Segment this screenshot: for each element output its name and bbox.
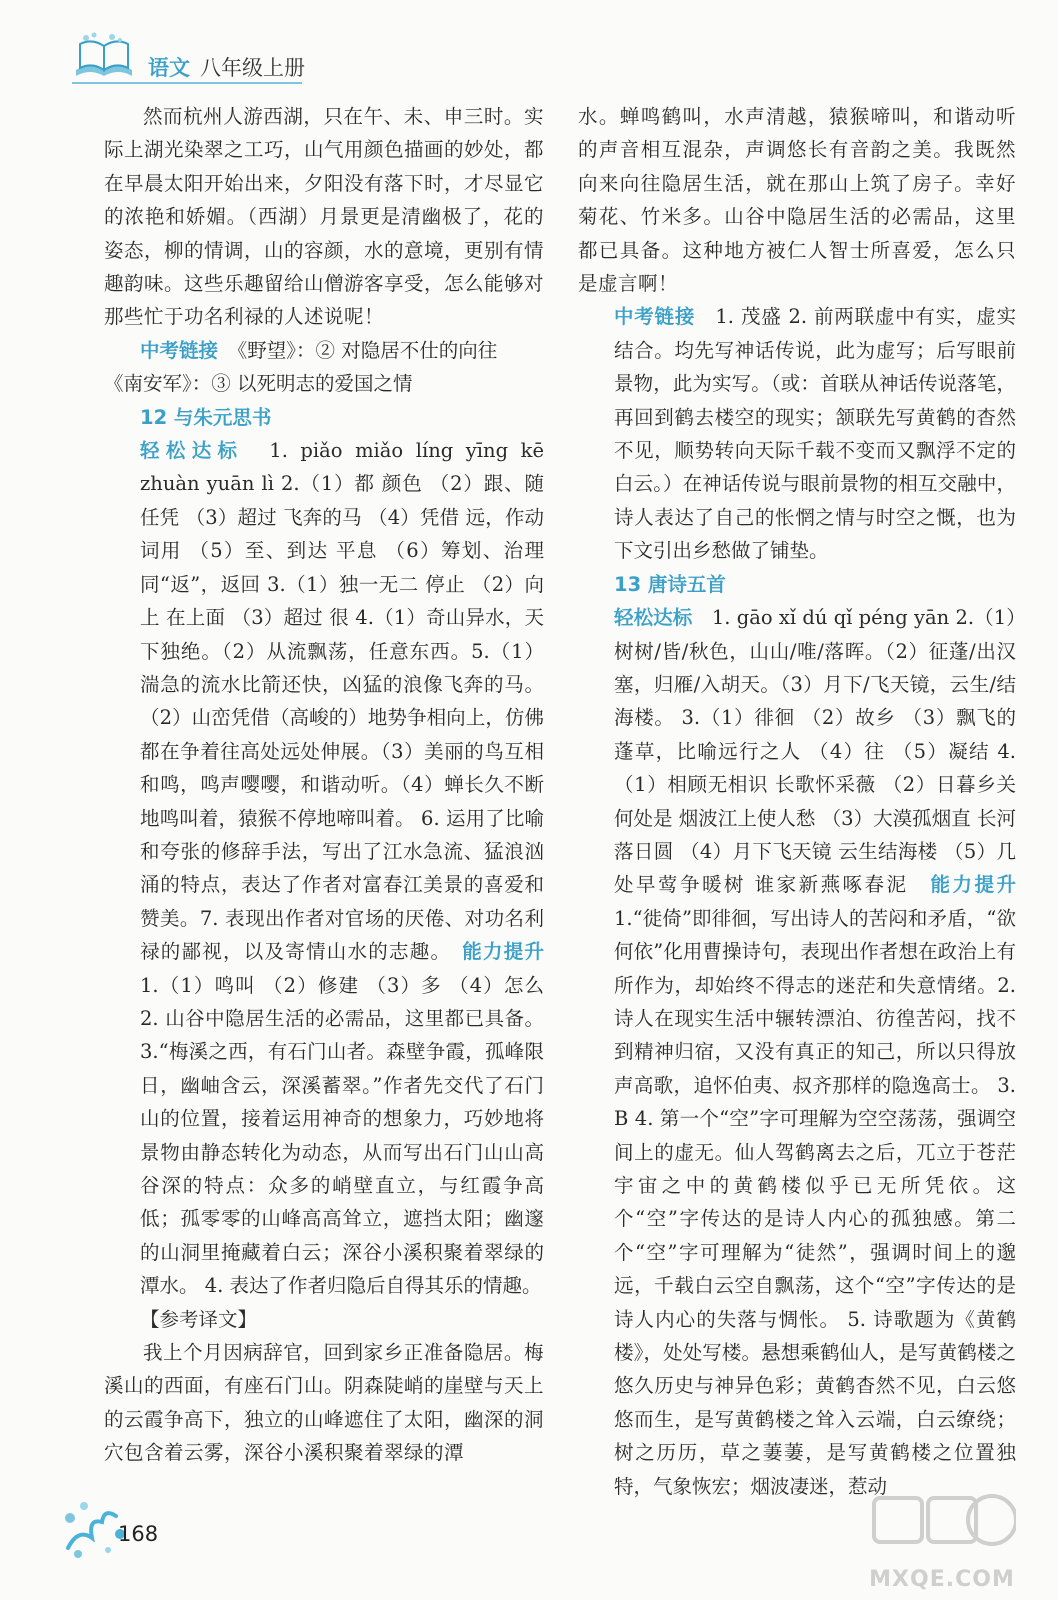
section-12-title: 12 与朱元思书 <box>140 405 272 429</box>
watermark <box>842 1484 1042 1594</box>
nengli-label-2: 能力提升 <box>930 873 1016 897</box>
zhongkao-label-2: 中考链接 <box>614 305 696 329</box>
translation-end: 水。蝉鸣鹤叫，水声清越，猿猴啼叫，和谐动听的声音相互混杂，声调悠长有音韵之美。我既然向来向往隐居生活，就在那山上筑了房子。幸好菊花、竹米多。山谷中隐居生活的必需品，这里都已具备。这种地方被仁人智士所喜爱，怎么只是虚言啊！ <box>578 105 1016 296</box>
zhongkao-link <box>104 334 544 367</box>
zhongkao-line-2: 《南安军》：③ 以死明志的爱国之情 <box>104 372 413 396</box>
nengli-answers-13: 1.“徙倚”即徘徊，写出诗人的苦闷和矛盾，“欲何依”化用曹操诗句，表现出作者想在政治上有所作为，却始终不得志的迷茫和失意情绪。2. 诗人在现实生活中辗转漂泊、彷徨苦闷，找不到精神归宿，又没有真正的知己，所以只得放声高歌，追怀伯夷、叔齐那样的隐逸高士。 3. B 4. 第一个“空”字可理解为空空荡荡，强调空间上的虚无。仙人驾鹤离去之后，兀立于苍茫宇宙之中的黄鹤楼似乎已无所凭依。这个“空”字传达的是诗人内心的孤独感。第二个“空”字可理解为“徒然”，强调时间上的邈远，千载白云空自飘荡，这个“空”字传达的是诗人内心的失落与惆怅。 5. 诗歌题为《黄鹤楼》，处处写楼。悬想乘鹤仙人，是写黄鹤楼之悠久历史与神异色彩；黄鹤杳然不见，白云悠悠而生，是写黄鹤楼之耸入云端，白云缭绕；树之历历，草之萋萋，是写黄鹤楼之位置独特，气象恢宏；烟波凄迷，惹动 <box>614 906 1016 1498</box>
header-rule <box>72 82 302 84</box>
header-grade: 八年级上册 <box>200 56 305 80</box>
book-icon <box>72 32 136 82</box>
page-header <box>72 28 632 88</box>
page-number: 168 <box>118 1522 159 1546</box>
nengli-answers: 1.（1）鸣叫 （2）修建 （3）多 （4）怎么 2. 山谷中隐居生活的必需品，这里都已具备。 3.“梅溪之西，有石门山者。森壁争霞，孤峰限日，幽岫含云，深溪蓄翠。”作者先交代了石门山的位置，接着运用神奇的想象力，巧妙地将景物由静态转化为动态，从而写出石门山山高谷深的特点：众多的峭壁直立，与红霞争高低；孤零零的山峰高高耸立，遮挡太阳；幽邃的山洞里掩藏着白云；深谷小溪积聚着翠绿的潭水。 4. 表达了作者归隐后自得其乐的情趣。 <box>140 973 544 1298</box>
nengli-label: 能力提升 <box>462 940 544 964</box>
watermark-text: MXQE.COM <box>869 1567 1015 1592</box>
zhongkao-link-13 <box>578 300 1016 567</box>
reference-translation: 我上个月因病辞官，回到家乡正准备隐居。梅溪山的西面，有座石门山。阴森陡峭的崖壁与天上的云霞争高下，独立的山峰遮住了太阳，幽深的洞穴包含着云雾，深谷小溪积聚着翠绿的潭 <box>104 1341 545 1465</box>
watermark-logo-icon <box>866 1484 1016 1556</box>
translation-continued: 然而杭州人游西湖，只在午、未、申三时。实际上湖光染翠之工巧，山气用颜色描画的妙处，都在早晨太阳开始出来，夕阳没有落下时，才尽显它的浓艳和娇媚。（西湖）月景更是清幽极了，花的姿态，柳的情调，山的容颜，水的意境，更别有情趣韵味。这些乐趣留给山僧游客享受，怎么能够对那些忙于功名利禄的人述说呢！ <box>104 105 545 329</box>
reference-translation-label: 【参考译文】 <box>140 1307 258 1331</box>
left-column <box>104 100 544 1470</box>
qingsong-label: 轻松达标 <box>140 439 244 463</box>
qingsong-label-2: 轻松达标 <box>614 606 693 630</box>
section-13-title: 13 唐诗五首 <box>614 572 726 596</box>
right-column <box>578 100 1016 1503</box>
zhongkao-line-1: 《野望》：② 对隐居不仕的向往 <box>237 338 498 362</box>
qingsong-answers: 1. piǎo miǎo líng yīng kē zhuàn yuān lì 2.（1）都 颜色 （2）跟、随 任凭 （3）超过 飞奔的马 （4）凭借 远，作动词用 （5）至、到达 平息 （6）筹划、治理 同“返”，返回 3.（1）独一无二 停止 （2）向上 在上面 （3）超过 很 4.（1）奇山异水，天下独绝。（2）从流飘荡，任意东西。5.（1）湍急的流水比箭还快，凶猛的浪像飞奔的马。 （2）山峦凭借（高峻的）地势争相向上，仿佛都在争着往高处远处伸展。（3）美丽的鸟互相和鸣，鸣声嘤嘤，和谐动听。（4）蝉长久不断地鸣叫着，猿猴不停地啼叫着。 6. 运用了比喻和夸张的修辞手法，写出了江水急流、猛浪汹涌的特点，表达了作者对富春江美景的喜爱和赞美。7. 表现出作者对官场的厌倦、对功名利禄的鄙视，以及寄情山水的志趣。 <box>140 439 544 964</box>
qingsong-answers-13: 1. gāo xǐ dú qǐ péng yān 2.（1）树树/皆/秋色，山山/唯/落晖。（2）征蓬/出汉塞，归雁/入胡天。（3）月下/飞天镜，云生/结海楼。 3.（1）徘徊 （2）故乡 （3）飘飞的蓬草，比喻远行之人 （4）往 （5）凝结 4.（1）相顾无相识 长歌怀采薇 （2）日暮乡关何处是 烟波江上使人愁 （3）大漠孤烟直 长河落日圆 （4）月下飞天镜 云生结海楼 （5）几处早莺争暖树 谁家新燕啄春泥 <box>614 606 1016 897</box>
qingsong-section-13 <box>578 601 1016 1503</box>
qingsong-section <box>104 434 544 1303</box>
header-subject: 语文 <box>148 55 190 80</box>
zhongkao-answers: 1. 茂盛 2. 前两联虚中有实，虚实结合。均先写神话传说，此为虚写；后写眼前景物，此为实写。（或：首联从神话传说落笔，再回到鹤去楼空的现实；颔联先写黄鹤的杳然不见，顺势转向天际千载不变而又飘浮不定的白云。）在神话传说与眼前景物的相互交融中，诗人表达了自己的怅惘之情与时空之慨，也为下文引出乡愁做了铺垫。 <box>614 305 1016 563</box>
zhongkao-label: 中考链接 <box>140 338 219 362</box>
